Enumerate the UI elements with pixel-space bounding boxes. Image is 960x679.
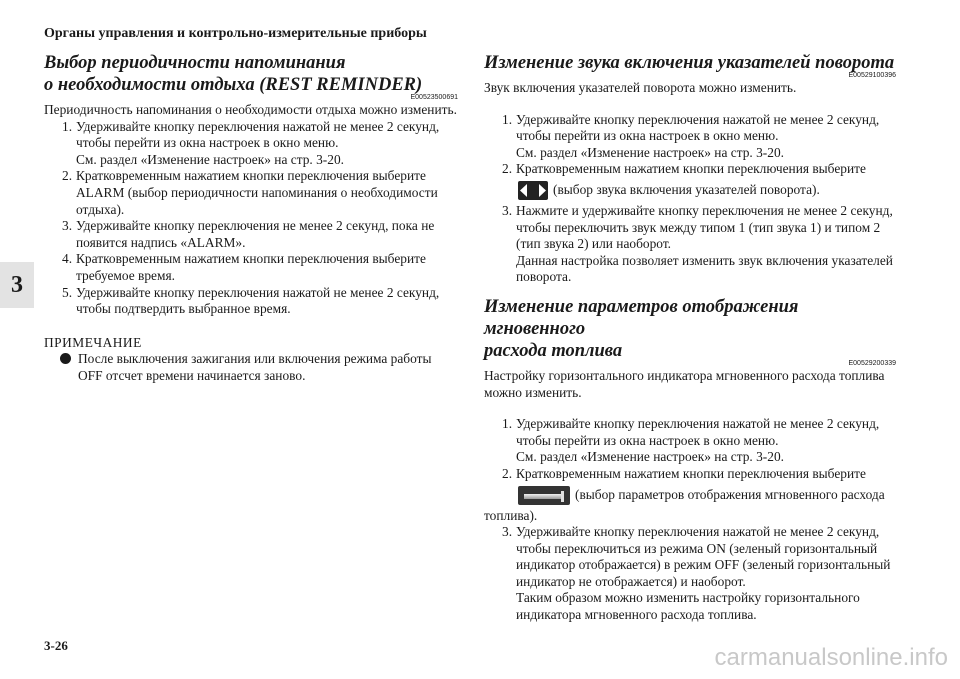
- icon-caption: (выбор параметров отображения мгновенного расхода: [575, 486, 885, 502]
- chapter-tab: 3: [0, 262, 34, 308]
- section-code: E00529200339: [848, 359, 896, 367]
- fuel-bar-indicator-icon: [518, 486, 570, 505]
- step-number: 3.: [62, 218, 73, 234]
- step-number: 2.: [62, 168, 73, 184]
- list-item: [62, 251, 458, 284]
- step-text: Кратковременным нажатием кнопки переключения выберите: [516, 465, 866, 481]
- title-line: Изменение параметров отображения мгновенного: [484, 296, 799, 339]
- step-number: 2.: [502, 465, 513, 481]
- list-item: [62, 285, 458, 318]
- note-heading: ПРИМЕЧАНИЕ: [44, 334, 142, 350]
- section-intro: Периодичность напоминания о необходимости отдыха можно изменить.: [44, 102, 457, 117]
- bullet-icon: [60, 353, 71, 364]
- step-number: 1.: [502, 416, 513, 432]
- step-text: Удерживайте кнопку переключения нажатой не менее 2 секунд, чтобы перейти из окна настроек в окно меню.: [516, 416, 880, 448]
- list-item: [502, 466, 896, 483]
- steps-list: [484, 524, 896, 624]
- step-note: Таким образом можно изменить настройку горизонтального индикатора мгновенного расхода топлива.: [516, 590, 860, 623]
- list-item: [502, 112, 896, 162]
- list-item: [62, 168, 458, 218]
- section-code: E00529100396: [848, 72, 896, 79]
- step-number: 2.: [502, 161, 513, 177]
- step-number: 3.: [502, 202, 513, 218]
- step-text: Кратковременным нажатием кнопки переключения выберите требуемое время.: [76, 251, 426, 283]
- step-number: 1.: [502, 111, 513, 127]
- step-text: Удерживайте кнопку переключения нажатой не менее 2 секунд, чтобы подтвердить выбранное время.: [76, 284, 440, 317]
- list-item: [502, 203, 896, 286]
- steps-list: [44, 119, 458, 318]
- step-number: 3.: [502, 524, 513, 540]
- list-item: [502, 161, 896, 178]
- step-reference: См. раздел «Изменение настроек» на стр. 3-20.: [516, 144, 785, 160]
- watermark: carmanualsonline.info: [714, 644, 948, 671]
- section-intro: Звук включения указателей поворота можно изменить.: [484, 80, 797, 95]
- note-text: После выключения зажигания или включения режима работы OFF отсчет времени начинается заново.: [78, 351, 432, 383]
- step-number: 1.: [62, 118, 73, 134]
- turn-signal-icon-line: [518, 181, 896, 200]
- icon-caption: (выбор звука включения указателей поворота).: [553, 182, 820, 198]
- step-text: Удерживайте кнопку переключения нажатой не менее 2 секунд, чтобы перейти из окна настроек в окно меню.: [516, 111, 880, 144]
- step-reference: См. раздел «Изменение настроек» на стр. 3-20.: [76, 151, 345, 167]
- list-item: [502, 524, 896, 624]
- page-number: 3-26: [44, 638, 68, 653]
- title-line: о необходимости отдыха (REST REMINDER): [44, 75, 423, 95]
- steps-list: [484, 416, 896, 482]
- title-line: расхода топлива: [484, 340, 623, 361]
- turn-signal-sound-title: Изменение звука включения указателей поворота: [484, 53, 895, 73]
- steps-list: [484, 203, 896, 286]
- icon-caption-continued: топлива).: [484, 507, 538, 523]
- section-code: E00523500691: [410, 94, 458, 101]
- page-header: Органы управления и контрольно-измерительные приборы: [44, 26, 427, 41]
- turn-signal-arrows-icon: [518, 181, 548, 200]
- step-reference: См. раздел «Изменение настроек» на стр. 3-20.: [516, 449, 785, 465]
- fuel-consumption-title: [484, 296, 896, 362]
- left-column: [44, 52, 458, 385]
- steps-list: [484, 112, 896, 178]
- step-text: Удерживайте кнопку переключения нажатой не менее 2 секунд, чтобы перейти из окна настроек в окно меню.: [76, 118, 440, 151]
- fuel-bar-icon-line: [518, 486, 896, 505]
- right-column: [484, 52, 896, 624]
- step-text: Нажмите и удерживайте кнопку переключения не менее 2 секунд, чтобы переключить звук между типом 1 (тип звука 1) и типом 2 (тип звука 2) или наоборот.: [516, 202, 893, 252]
- step-text: Удерживайте кнопку переключения не менее 2 секунд, пока не появится надпись «ALARM».: [76, 218, 435, 250]
- step-text: Кратковременным нажатием кнопки переключения выберите: [516, 161, 866, 177]
- step-text: Кратковременным нажатием кнопки переключения выберите ALARM (выбор периодичности напоминания о необходимости отдыха).: [76, 168, 438, 217]
- title-line: Выбор периодичности напоминания: [44, 53, 346, 73]
- list-item: [62, 119, 458, 169]
- step-text: Удерживайте кнопку переключения нажатой не менее 2 секунд, чтобы переключиться из режима ON (зеленый горизонтальный индикатор отображается) в режим OFF (зеленый горизонтальный индикатор не отображается) и наоборот.: [516, 524, 891, 589]
- note-item: [60, 351, 458, 384]
- list-item: [502, 416, 896, 466]
- section-intro: Настройку горизонтального индикатора мгновенного расхода топлива можно изменить.: [484, 367, 885, 400]
- step-note: Данная настройка позволяет изменить звук включения указателей поворота.: [516, 252, 893, 285]
- list-item: [62, 218, 458, 251]
- rest-reminder-title: [44, 52, 458, 96]
- step-number: 5.: [62, 284, 73, 300]
- step-number: 4.: [62, 251, 73, 267]
